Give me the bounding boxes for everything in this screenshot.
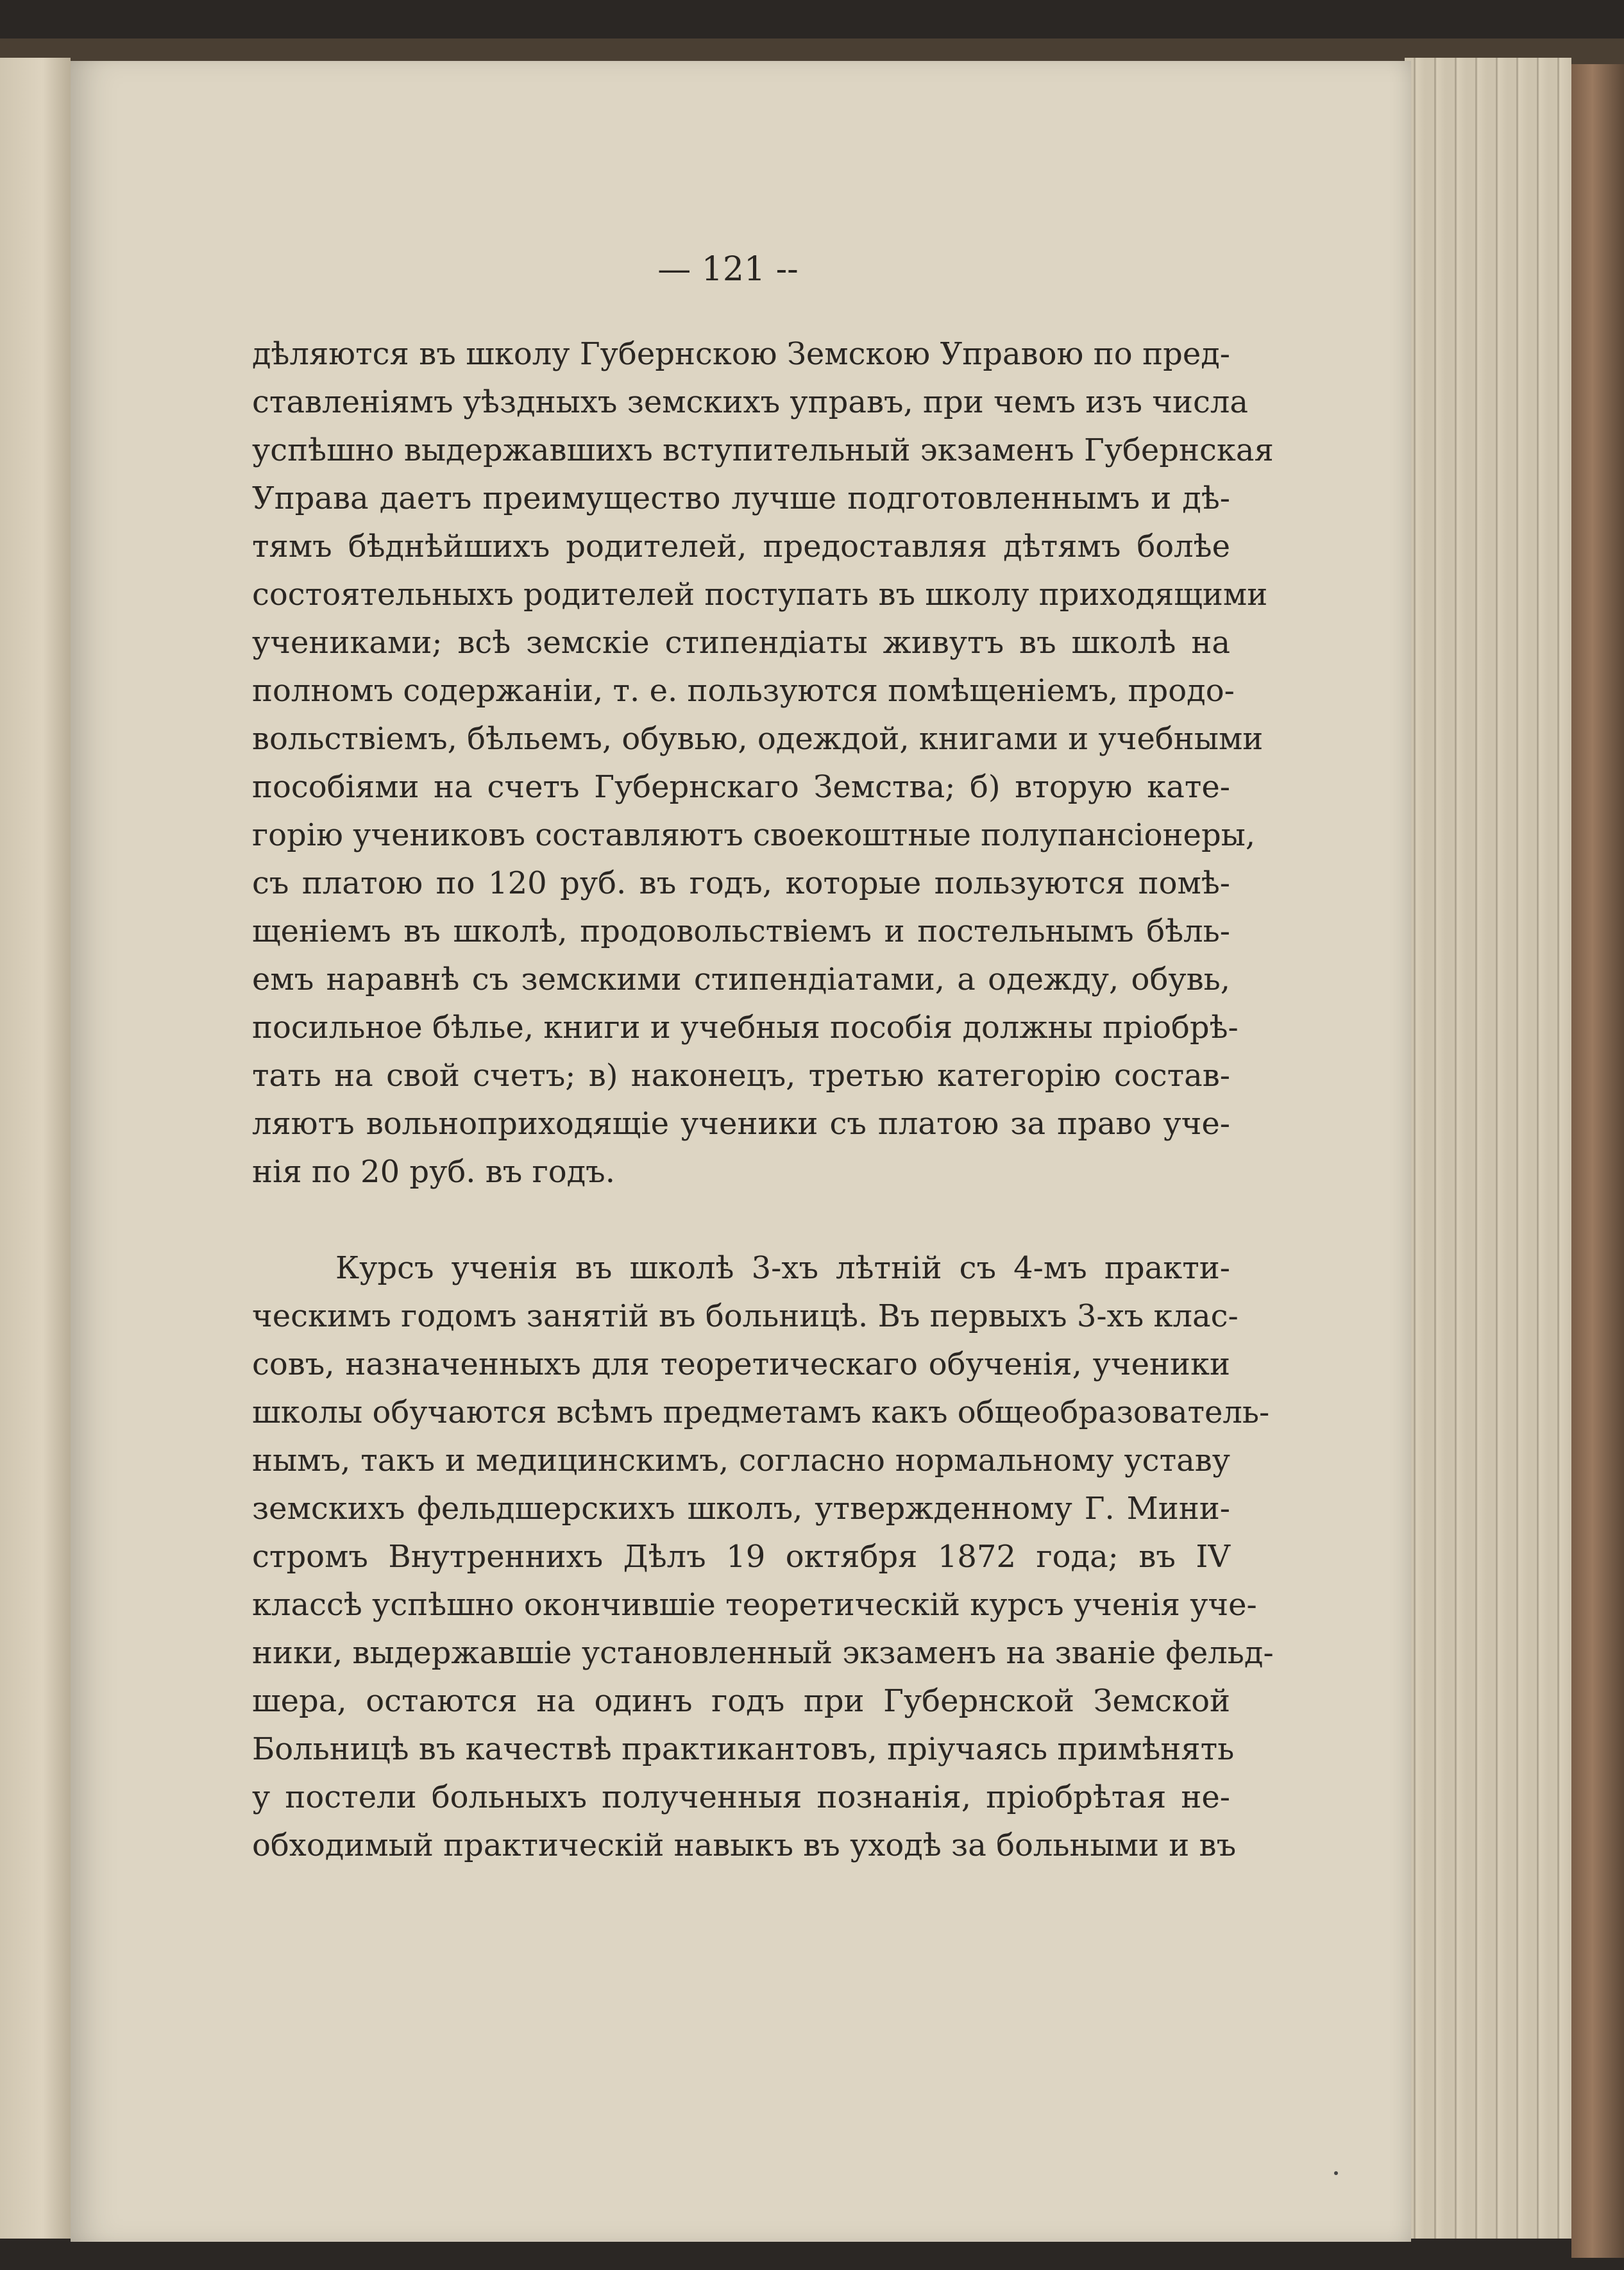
- text-line: ники, выдержавшіе установленный экзаменъ на званіе фельд-: [252, 1635, 1274, 1671]
- paragraph-2: [252, 1244, 1274, 1870]
- page-number: — 121 --: [657, 250, 799, 289]
- text-line: учениками; всѣ земскіе стипендіаты живутъ въ школѣ на: [252, 625, 1230, 661]
- text-line: Курсъ ученія въ школѣ 3-хъ лѣтній съ 4-мъ практи-: [335, 1250, 1230, 1286]
- text-line: обходимый практическій навыкъ въ уходѣ за больными и въ: [252, 1827, 1237, 1863]
- text-line: тямъ бѣднѣйшихъ родителей, предоставляя дѣтямъ болѣе: [252, 529, 1230, 564]
- text-line: ляютъ вольноприходящіе ученики съ платою за право уче-: [252, 1106, 1230, 1142]
- text-line: дѣляются въ школу Губернскою Земскою Управою по пред-: [252, 336, 1230, 372]
- text-line: шера, остаются на одинъ годъ при Губернской Земской: [252, 1683, 1230, 1719]
- text-line: ческимъ годомъ занятій въ больницѣ. Въ первыхъ 3-хъ клас-: [252, 1298, 1239, 1334]
- book-page: [71, 61, 1411, 2242]
- book-cover-edge: [0, 38, 1624, 64]
- text-line: стромъ Внутреннихъ Дѣлъ 19 октября 1872 года; въ IV: [252, 1539, 1230, 1575]
- ink-speck: [1334, 2171, 1338, 2175]
- text-line: ставленіямъ уѣздныхъ земскихъ управъ, при чемъ изъ числа: [252, 384, 1248, 420]
- text-line: горію учениковъ составляютъ своекоштные полупансіонеры,: [252, 817, 1256, 853]
- text-line: щеніемъ въ школѣ, продовольствіемъ и постельнымъ бѣль-: [252, 913, 1230, 949]
- page-stack-edges: [1405, 58, 1571, 2239]
- text-line: Управа даетъ преимущество лучше подготовленнымъ и дѣ-: [252, 480, 1230, 516]
- text-line: нымъ, такъ и медицинскимъ, согласно нормальному уставу: [252, 1443, 1230, 1478]
- text-line: земскихъ фельдшерскихъ школъ, утвержденному Г. Мини-: [252, 1491, 1230, 1527]
- previous-page-edge: [0, 58, 71, 2239]
- text-line: емъ наравнѣ съ земскими стипендіатами, а одежду, обувь,: [252, 961, 1230, 997]
- book-cover-spine: [1571, 64, 1624, 2258]
- text-line: тать на свой счетъ; в) наконецъ, третью категорію состав-: [252, 1058, 1230, 1094]
- text-line: посильное бѣлье, книги и учебныя пособія должны пріобрѣ-: [252, 1010, 1239, 1046]
- text-line: классѣ успѣшно окончившіе теоретическій курсъ ученія уче-: [252, 1587, 1257, 1623]
- text-line: у постели больныхъ полученныя познанія, пріобрѣтая не-: [252, 1779, 1230, 1815]
- text-line: состоятельныхъ родителей поступать въ школу приходящими: [252, 577, 1268, 613]
- text-line: нія по 20 руб. въ годъ.: [252, 1154, 615, 1190]
- text-line: школы обучаются всѣмъ предметамъ какъ общеобразователь-: [252, 1394, 1270, 1430]
- paragraph-gap: [252, 1196, 1230, 1244]
- text-line: полномъ содержаніи, т. е. пользуются помѣщеніемъ, продо-: [252, 673, 1235, 709]
- text-line: съ платою по 120 руб. въ годъ, которые пользуются помѣ-: [252, 865, 1230, 901]
- text-line: совъ, назначенныхъ для теоретическаго обученія, ученики: [252, 1346, 1230, 1382]
- text-line: Больницѣ въ качествѣ практикантовъ, пріучаясь примѣнять: [252, 1731, 1235, 1767]
- text-line: успѣшно выдержавшихъ вступительный экзаменъ Губернская: [252, 432, 1274, 468]
- body-text: [252, 330, 1274, 1870]
- text-line: вольствіемъ, бѣльемъ, обувью, одеждой, книгами и учебными: [252, 721, 1264, 757]
- paragraph-1: [252, 330, 1274, 1196]
- text-line: пособіями на счетъ Губернскаго Земства; б) вторую кате-: [252, 769, 1230, 805]
